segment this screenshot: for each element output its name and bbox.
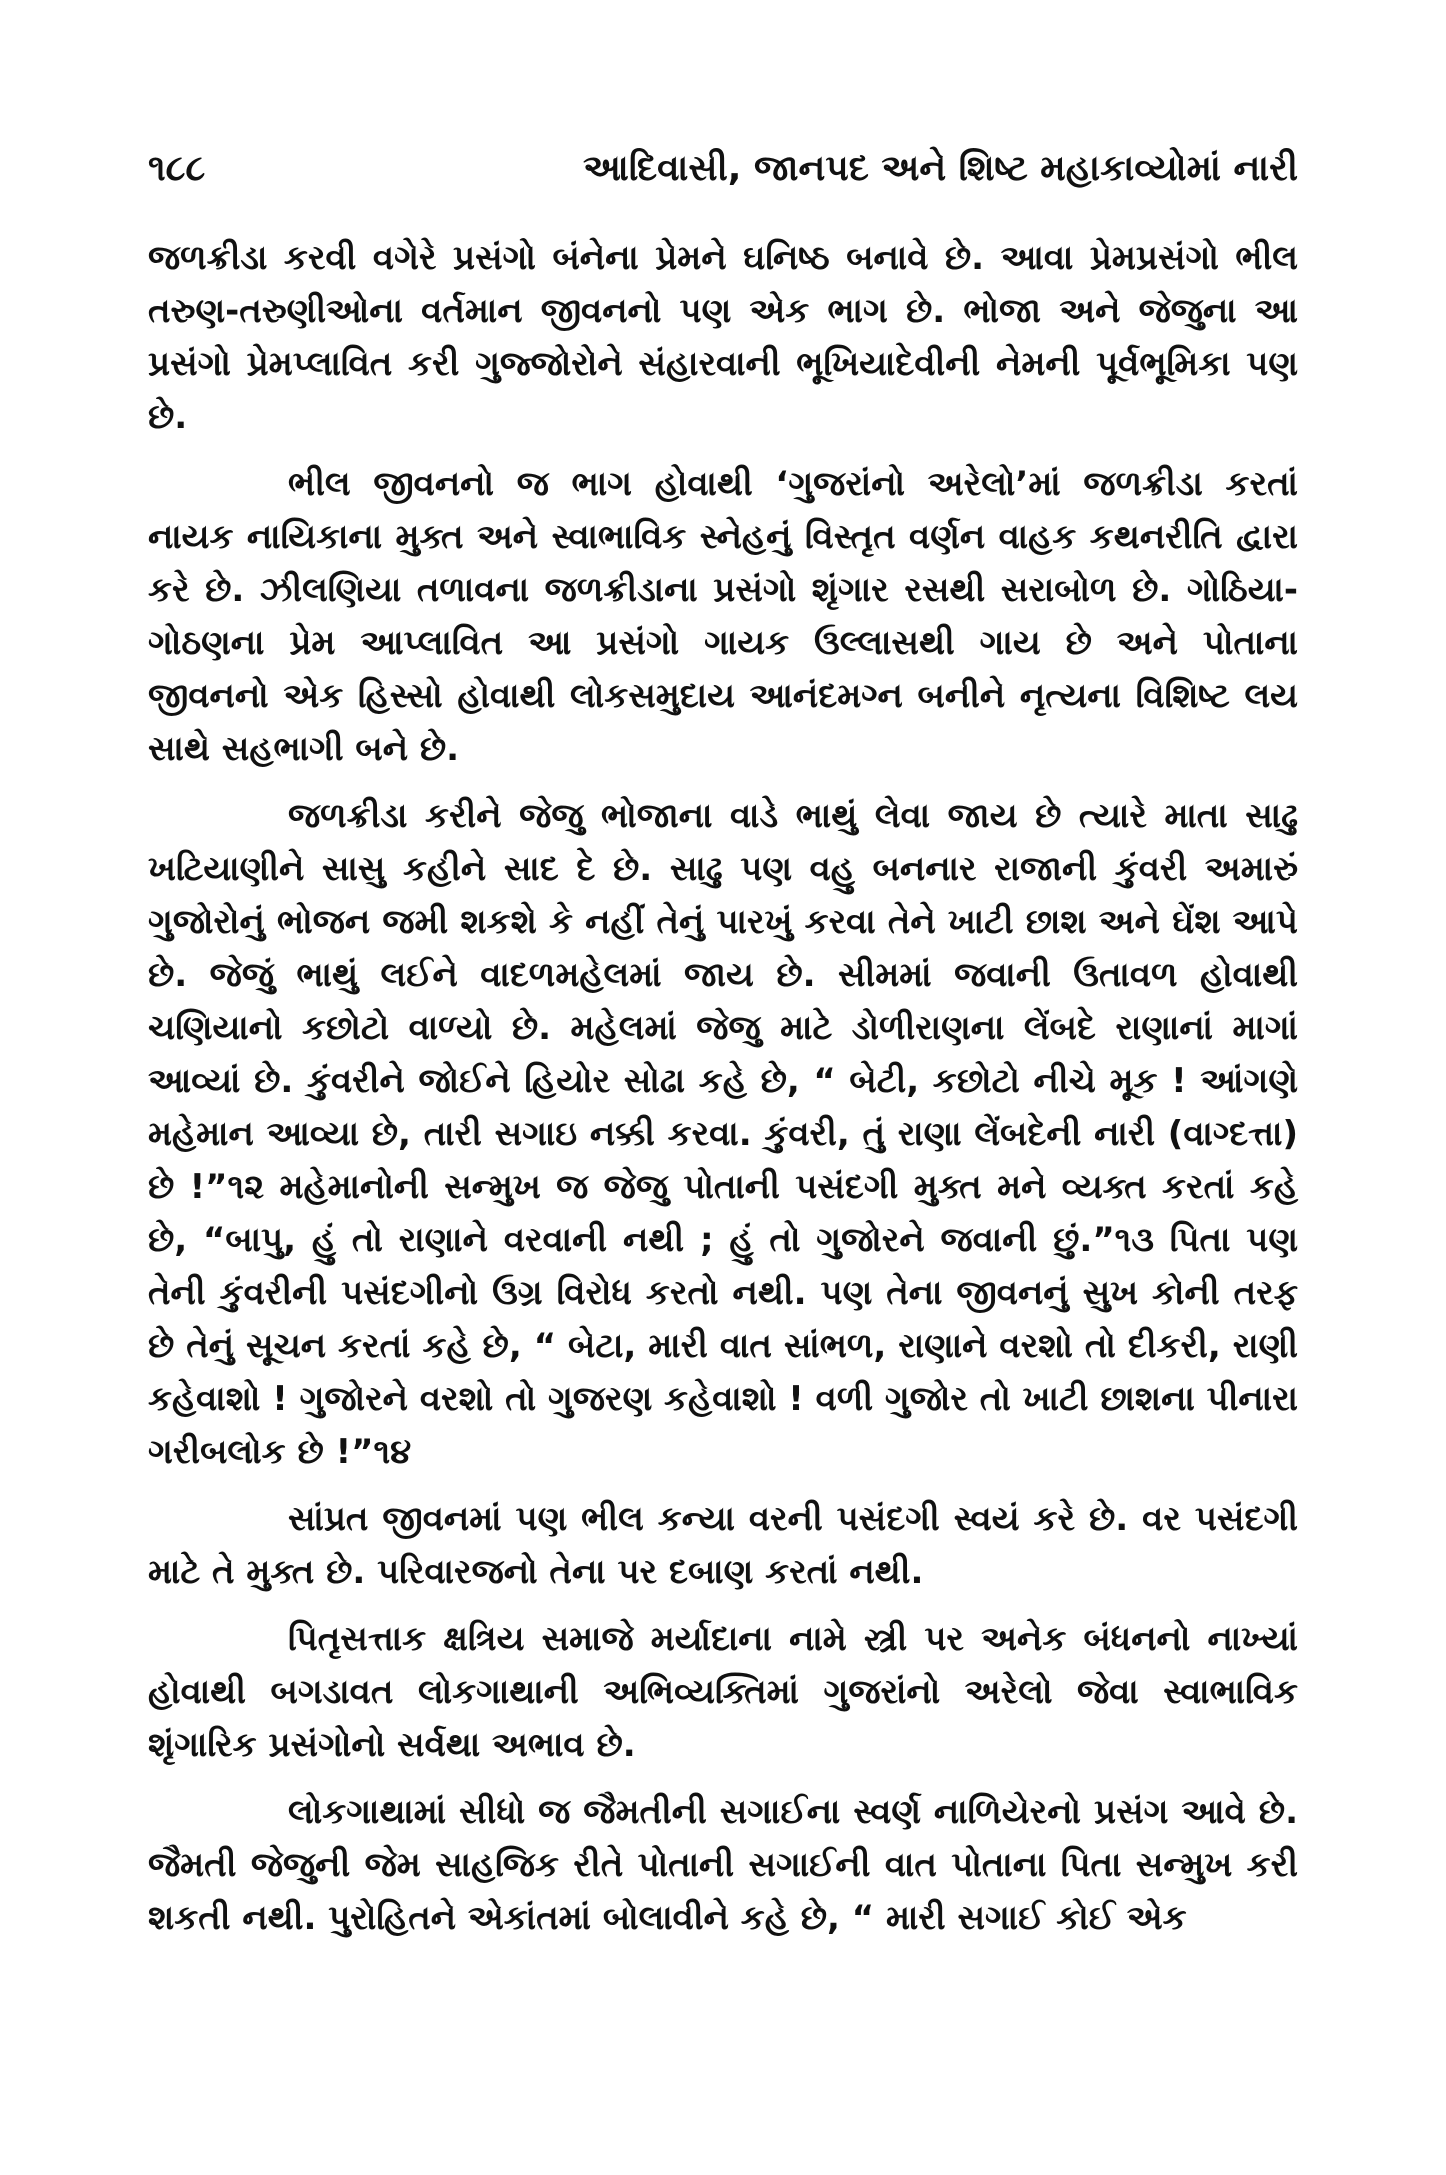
page-header — [148, 148, 1298, 204]
page-number: ૧૮૮ — [148, 148, 206, 189]
paragraph-4: સાંપ્રત જીવનમાં પણ ભીલ કન્યા વરની પસંદગી સ્વયં કરે છે. વર પસંદગી માટે તે મુક્ત છે. પરિવારજનો તેના પર દબાણ કરતાં નથી. — [148, 1499, 1298, 1592]
body-text — [148, 232, 1298, 1959]
running-title: આદિવાસી, જાનપદ અને શિષ્ટ મહાકાવ્યોમાં નારી — [583, 148, 1298, 189]
paragraph-1: જળક્રીડા કરવી વગેરે પ્રસંગો બંનેના પ્રેમને ઘનિષ્ઠ બનાવે છે. આવા પ્રેમપ્રસંગો ભીલ તરુણ-તરુણીઓના વર્તમાન જીવનનો પણ એક ભાગ છે. ભોજા અને જેજુના આ પ્રસંગો પ્રેમપ્લાવિત કરી ગુજ્જોરોને સંહારવાની ભૂખિયાદેવીની નેમની પૂર્વભૂમિકા પણ છે. — [148, 238, 1298, 437]
paragraph-3: જળક્રીડા કરીને જેજુ ભોજાના વાડે ભાથું લેવા જાય છે ત્યારે માતા સાઢુ ખટિયાણીને સાસુ કહીને સાદ દે છે. સાઢુ પણ વહુ બનનાર રાજાની કુંવરી અમારું ગુજોરોનું ભોજન જમી શકશે કે નહીં તેનું પારખું કરવા તેને ખાટી છાશ અને ઘેંશ આપે છે. જેજું ભાથું લઈને વાદળમહેલમાં જાય છે. સીમમાં જવાની ઉતાવળ હોવાથી ચણિયાનો કછોટો વાળ્યો છે. મહેલમાં જેજુ માટે ડોળીરાણના લેંબદે રાણાનાં માગાં આવ્યાં છે. કુંવરીને જોઈને હિયોર સોઢા કહે છે, “ બેટી, કછોટો નીચે મૂક ! આંગણે મહેમાન આવ્યા છે, તારી સગાઇ નક્કી કરવા. કુંવરી, તું રાણા લેંબદેની નારી (વાગ્દત્તા) છે !”૧૨ મહેમાનોની સન્મુખ જ જેજુ પોતાની પસંદગી મુક્ત મને વ્યક્ત કરતાં કહે છે, “બાપુ, હું તો રાણાને વરવાની નથી ; હું તો ગુજોરને જવાની છું.”૧૩ પિતા પણ તેની કુંવરીની પસંદગીનો ઉગ્ર વિરોધ કરતો નથી. પણ તેના જીવનનું સુખ કોની તરફ છે તેનું સૂચન કરતાં કહે છે, “ બેટા, મારી વાત સાંભળ, રાણાને વરશો તો દીકરી, રાણી કહેવાશો ! ગુજોરને વરશો તો ગુજરણ કહેવાશો ! વળી ગુજોર તો ખાટી છાશના પીનારા ગરીબલોક છે !”૧૪ — [148, 796, 1298, 1472]
paragraph-2: ભીલ જીવનનો જ ભાગ હોવાથી ‘ગુજરાંનો અરેલો’માં જળક્રીડા કરતાં નાયક નાયિકાના મુક્ત અને સ્વાભાવિક સ્નેહનું વિસ્તૃત વર્ણન વાહક કથનરીતિ દ્વારા કરે છે. ઝીલણિયા તળાવના જળક્રીડાના પ્રસંગો શૃંગાર રસથી સરાબોળ છે. ગોઠિયા-ગોઠણના પ્રેમ આપ્લાવિત આ પ્રસંગો ગાયક ઉલ્લાસથી ગાય છે અને પોતાના જીવનનો એક હિસ્સો હોવાથી લોકસમુદાય આનંદમગ્ન બનીને નૃત્યના વિશિષ્ટ લય સાથે સહભાગી બને છે. — [148, 464, 1298, 769]
paragraph-6: લોકગાથામાં સીધો જ જૈમતીની સગાઈના સ્વર્ણ નાળિયેરનો પ્રસંગ આવે છે. જૈમતી જેજુની જેમ સાહજિક રીતે પોતાની સગાઈની વાત પોતાના પિતા સન્મુખ કરી શકતી નથી. પુરોહિતને એકાંતમાં બોલાવીને કહે છે, “ મારી સગાઈ કોઈ એક — [148, 1792, 1298, 1938]
paragraph-5: પિતૃસત્તાક ક્ષત્રિય સમાજે મર્યાદાના નામે સ્ત્રી પર અનેક બંધનનો નાખ્યાં હોવાથી બગડાવત લોકગાથાની અભિવ્યક્તિમાં ગુજરાંનો અરેલો જેવા સ્વાભાવિક શૃંગારિક પ્રસંગોનો સર્વથા અભાવ છે. — [148, 1619, 1298, 1765]
